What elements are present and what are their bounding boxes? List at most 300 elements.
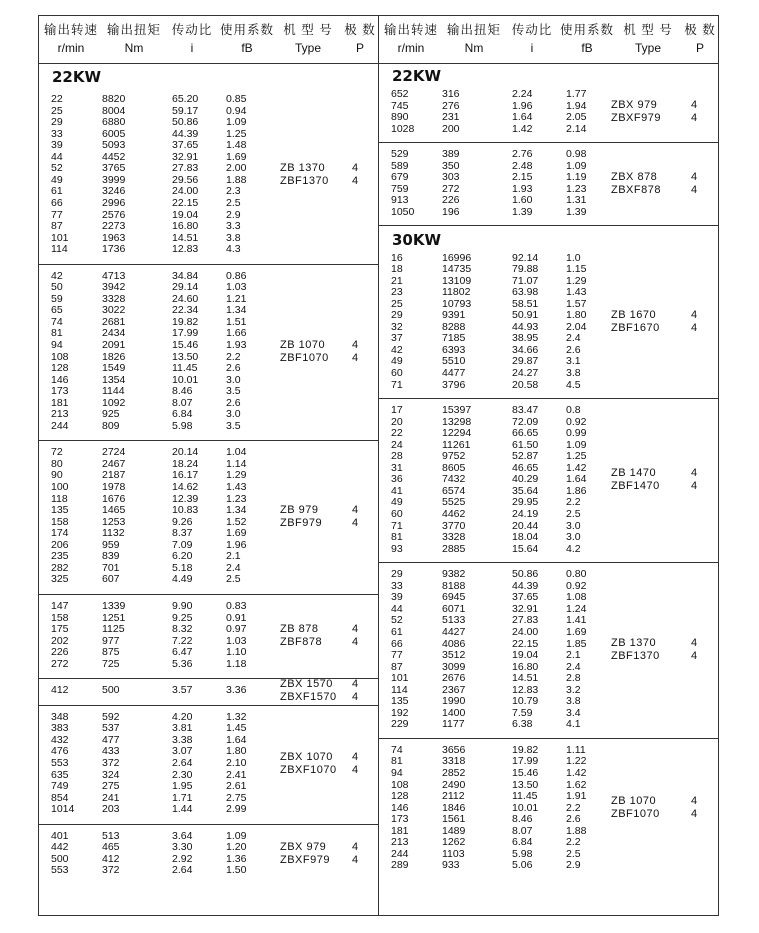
table-cell: 10793: [442, 297, 472, 310]
table-cell: 173: [391, 813, 409, 826]
table-cell: 1.09: [566, 438, 587, 451]
table-cell: 350: [442, 159, 460, 172]
table-cell: 20.14: [172, 446, 199, 459]
table-cell: 4.1: [566, 718, 581, 731]
row-group: [39, 441, 378, 595]
table-row: [379, 768, 718, 780]
table-header: [39, 16, 378, 64]
table-cell: 1.64: [226, 733, 247, 746]
table-cell: 412: [102, 852, 120, 865]
table-cell: 92.14: [512, 251, 539, 264]
table-cell: 32.91: [172, 150, 199, 163]
table-row: [39, 244, 378, 256]
table-row: [39, 94, 378, 106]
table-cell: 1.19: [566, 171, 587, 184]
table-cell: 9391: [442, 309, 466, 322]
table-cell: 6071: [442, 602, 466, 615]
table-row: [379, 253, 718, 265]
table-cell: 22.15: [172, 196, 199, 209]
table-cell: 2.61: [226, 780, 247, 793]
header-label: 输出扭矩: [106, 23, 161, 37]
table-cell: 1.29: [226, 469, 247, 482]
table-cell: 42: [51, 269, 63, 282]
table-cell: 1.10: [226, 646, 247, 659]
pole-count: [691, 467, 697, 493]
table-cell: 52: [391, 614, 403, 627]
table-cell: 513: [102, 829, 120, 842]
model-label: ZB 1470: [611, 467, 657, 480]
table-cell: 17.99: [512, 755, 539, 768]
model-label: ZB 1370: [611, 637, 657, 650]
table-row: [39, 482, 378, 494]
table-cell: 2.75: [226, 791, 247, 804]
table-cell: 2.92: [172, 852, 193, 865]
table-row: [379, 756, 718, 768]
table-cell: 81: [391, 531, 403, 544]
table-row: [379, 451, 718, 463]
table-cell: 8288: [442, 320, 466, 333]
table-cell: 33: [391, 579, 403, 592]
table-cell: 19.82: [512, 743, 539, 756]
table-cell: 58.51: [512, 297, 539, 310]
table-cell: 1.09: [226, 829, 247, 842]
table-cell: 49: [391, 496, 403, 509]
table-cell: 24.00: [172, 185, 199, 198]
table-cell: 3.57: [172, 684, 193, 697]
table-cell: 34.84: [172, 269, 199, 282]
table-row: [379, 521, 718, 533]
table-cell: 108: [391, 778, 409, 791]
table-cell: 1.64: [512, 111, 533, 124]
table-cell: 553: [51, 757, 69, 770]
table-cell: 16.80: [512, 660, 539, 673]
table-cell: 2676: [442, 672, 466, 685]
table-row: [39, 659, 378, 671]
table-cell: 749: [51, 780, 69, 793]
table-cell: 2724: [102, 446, 126, 459]
header-cell: [615, 21, 681, 57]
table-row: [379, 486, 718, 498]
table-cell: 6945: [442, 591, 466, 604]
table-row: [39, 305, 378, 317]
table-cell: 118: [51, 492, 68, 505]
table-row: [379, 791, 718, 803]
table-cell: 2.48: [512, 159, 533, 172]
table-cell: 1144: [102, 385, 125, 398]
table-cell: 0.86: [226, 269, 247, 282]
table-cell: 1.11: [566, 743, 586, 756]
table-row: [379, 639, 718, 651]
table-row: [379, 299, 718, 311]
table-cell: 24: [391, 438, 403, 451]
table-cell: 8605: [442, 461, 466, 474]
table-cell: 372: [102, 757, 120, 770]
table-cell: 701: [102, 561, 120, 574]
table-row: [379, 463, 718, 475]
table-cell: 3328: [102, 292, 126, 305]
table-cell: 0.91: [226, 611, 247, 624]
table-cell: 7185: [442, 332, 466, 345]
table-cell: 1561: [442, 813, 466, 826]
table-cell: 7432: [442, 473, 466, 486]
table-cell: 1.29: [566, 274, 587, 287]
table-cell: 272: [51, 657, 69, 670]
pole-label: 4: [352, 516, 359, 529]
table-cell: 401: [51, 829, 69, 842]
table-cell: 3999: [102, 173, 126, 186]
left-column: [38, 15, 378, 916]
table-row: [379, 662, 718, 674]
table-cell: 465: [102, 841, 120, 854]
table-cell: 42: [391, 343, 403, 356]
table-row: [39, 551, 378, 563]
table-cell: 50.91: [512, 309, 539, 322]
table-row: [379, 322, 718, 334]
table-cell: 0.99: [566, 427, 587, 440]
table-cell: 316: [442, 88, 460, 100]
table-row: [379, 581, 718, 593]
table-cell: 1050: [391, 205, 415, 218]
table-cell: 12.39: [172, 492, 199, 505]
table-cell: 3.5: [226, 385, 241, 398]
table-cell: 1.69: [226, 527, 247, 540]
table-row: [39, 601, 378, 613]
table-cell: 372: [102, 864, 120, 877]
table-cell: 607: [102, 573, 120, 586]
table-cell: 37.65: [172, 139, 199, 152]
table-cell: 77: [391, 649, 403, 662]
table-cell: 61: [391, 626, 403, 638]
table-cell: 16.80: [172, 220, 199, 233]
table-cell: 29.95: [512, 496, 539, 509]
table-cell: 1.95: [172, 780, 193, 793]
table-cell: 60: [391, 508, 403, 521]
model-type: [280, 504, 322, 530]
header-label: 极 数: [684, 23, 716, 37]
table-cell: 1.14: [226, 457, 247, 470]
table-cell: 8004: [102, 104, 126, 117]
table-cell: 4.49: [172, 573, 193, 586]
table-row: [39, 317, 378, 329]
table-cell: 29: [391, 568, 403, 581]
table-cell: 16: [391, 251, 403, 264]
table-cell: 2.5: [566, 508, 581, 521]
model-type: [280, 841, 330, 867]
table-row: [379, 509, 718, 521]
table-cell: 3.8: [566, 367, 581, 379]
table-cell: 289: [391, 859, 409, 872]
table-cell: 2.5: [226, 196, 241, 209]
table-cell: 3.0: [566, 531, 581, 544]
table-row: [39, 735, 378, 747]
table-row: [39, 363, 378, 375]
table-cell: 1177: [442, 718, 465, 731]
table-cell: 10.79: [512, 695, 539, 708]
table-row: [39, 375, 378, 387]
table-cell: 87: [391, 660, 403, 673]
table-cell: 9752: [442, 450, 466, 463]
table-cell: 231: [442, 111, 460, 124]
table-row: [39, 636, 378, 648]
table-row: [379, 673, 718, 685]
model-label: ZBX 979: [611, 99, 658, 112]
pole-label: 4: [691, 183, 698, 196]
table-row: [39, 459, 378, 471]
table-cell: 592: [102, 710, 120, 723]
model-type: [611, 637, 660, 663]
table-cell: 1.03: [226, 281, 247, 294]
table-row: [39, 613, 378, 625]
table-cell: 25: [391, 297, 403, 310]
table-cell: 206: [51, 538, 69, 551]
table-cell: 46.65: [512, 461, 539, 474]
table-cell: 2.5: [566, 847, 581, 860]
pole-label: 4: [691, 650, 698, 663]
table-row: [39, 540, 378, 552]
header-cell: [219, 21, 275, 57]
table-cell: 5.18: [172, 561, 193, 574]
table-cell: 1400: [442, 706, 466, 719]
table-row: [379, 826, 718, 838]
table-row: [39, 517, 378, 529]
table-row: [379, 149, 718, 161]
table-cell: 9382: [442, 568, 466, 581]
table-cell: 3.4: [566, 706, 581, 719]
table-cell: 1.91: [566, 790, 587, 803]
table-cell: 66: [51, 196, 63, 209]
table-cell: 9.25: [172, 611, 193, 624]
table-cell: 2.41: [226, 768, 247, 781]
table-cell: 93: [391, 542, 403, 555]
table-cell: 66: [391, 637, 403, 650]
table-cell: 272: [442, 182, 460, 195]
table-cell: 20.44: [512, 519, 539, 532]
table-cell: 476: [51, 745, 69, 758]
table-cell: 1.42: [566, 767, 587, 780]
table-row: [379, 497, 718, 509]
model-label: ZB 1070: [611, 795, 657, 808]
table-cell: 128: [51, 362, 69, 375]
header-cell: [39, 21, 103, 57]
header-label: 极 数: [344, 23, 376, 37]
table-cell: 4427: [442, 626, 466, 638]
header-unit: Type: [634, 41, 661, 55]
row-group: [39, 679, 378, 706]
table-cell: 0.92: [566, 415, 587, 428]
pole-count: [691, 637, 697, 663]
model-label: ZBF1370: [611, 650, 660, 663]
table-cell: 14.62: [172, 481, 199, 494]
table-cell: 235: [51, 550, 69, 563]
model-label: ZBXF979: [280, 853, 330, 866]
table-cell: 135: [391, 695, 409, 708]
table-cell: 22.34: [172, 304, 199, 317]
table-cell: 2.9: [226, 208, 241, 221]
table-cell: 79.88: [512, 263, 539, 276]
table-cell: 2.1: [566, 649, 581, 662]
table-cell: 1.71: [172, 791, 193, 804]
table-row: [379, 207, 718, 219]
table-cell: 13.50: [172, 350, 199, 363]
table-cell: 14.51: [172, 231, 199, 244]
pole-label: 4: [352, 763, 359, 776]
table-cell: 1.20: [226, 841, 247, 854]
table-cell: 101: [51, 231, 69, 244]
table-cell: 1465: [102, 504, 126, 517]
table-cell: 2.24: [512, 88, 533, 100]
table-row: [379, 287, 718, 299]
table-cell: 2.2: [566, 836, 581, 849]
table-cell: 1.88: [566, 824, 587, 837]
table-cell: 8.07: [512, 824, 533, 837]
row-group: [379, 399, 718, 563]
table-cell: 8.46: [172, 385, 193, 398]
table-cell: 1.69: [566, 626, 587, 638]
table-cell: 3.0: [226, 373, 241, 386]
table-cell: 4.20: [172, 710, 193, 723]
table-cell: 196: [442, 205, 460, 218]
table-cell: 6.20: [172, 550, 193, 563]
table-cell: 1.93: [226, 338, 247, 351]
table-cell: 3.64: [172, 829, 193, 842]
pole-label: 4: [691, 99, 698, 112]
table-cell: 5.98: [512, 847, 533, 860]
table-cell: 3.81: [172, 722, 193, 735]
table-cell: 10.01: [512, 801, 539, 814]
table-cell: 35.64: [512, 484, 539, 497]
pole-label: 4: [691, 637, 698, 650]
table-cell: 81: [391, 755, 403, 768]
table-row: [379, 627, 718, 639]
table-cell: 2.64: [172, 864, 193, 877]
table-cell: 589: [391, 159, 409, 172]
table-row: [39, 723, 378, 735]
table-cell: 324: [102, 768, 120, 781]
header-unit: fB: [241, 41, 253, 55]
table-cell: 500: [102, 684, 120, 697]
pole-count: [691, 99, 697, 125]
table-cell: 2.2: [566, 801, 581, 814]
table-cell: 71: [391, 378, 403, 391]
pole-count: [352, 841, 358, 867]
table-row: [379, 837, 718, 849]
table-cell: 52.87: [512, 450, 539, 463]
model-label: ZBXF979: [611, 112, 661, 125]
table-cell: 31: [391, 461, 403, 474]
table-cell: 1.09: [226, 116, 247, 129]
model-label: ZBXF878: [611, 183, 661, 196]
table-cell: 20: [391, 415, 403, 428]
table-cell: 1846: [442, 801, 466, 814]
table-cell: 44: [391, 602, 403, 615]
table-cell: 1826: [102, 350, 126, 363]
header-cell: [379, 21, 443, 57]
table-row: [379, 368, 718, 380]
table-cell: 1.42: [512, 122, 533, 135]
table-row: [379, 592, 718, 604]
table-cell: 1.04: [226, 446, 247, 459]
table-cell: 1.43: [566, 286, 587, 299]
table-cell: 2.6: [566, 343, 581, 356]
table-cell: 63.98: [512, 286, 539, 299]
table-cell: 432: [51, 733, 69, 746]
pole-label: 4: [352, 161, 359, 174]
table-cell: 2367: [442, 683, 466, 696]
table-row: [379, 112, 718, 124]
table-row: [39, 294, 378, 306]
table-cell: 2490: [442, 778, 466, 791]
table-row: [39, 140, 378, 152]
table-cell: 1990: [442, 695, 466, 708]
table-row: [39, 447, 378, 459]
table-cell: 890: [391, 111, 409, 124]
table-cell: 2.76: [512, 148, 533, 161]
table-row: [39, 505, 378, 517]
table-cell: 24.60: [172, 292, 199, 305]
table-cell: 10.83: [172, 504, 199, 517]
table-cell: 1.66: [226, 327, 247, 340]
table-cell: 71: [391, 519, 403, 532]
table-cell: 5.06: [512, 859, 533, 872]
table-cell: 229: [391, 718, 409, 731]
table-cell: 2885: [442, 542, 466, 555]
table-cell: 2681: [102, 315, 126, 328]
table-cell: 1.86: [566, 484, 587, 497]
table-cell: 1.44: [172, 803, 193, 816]
table-row: [39, 470, 378, 482]
table-cell: 3.3: [226, 220, 241, 233]
table-cell: 87: [51, 220, 63, 233]
table-cell: 913: [391, 194, 409, 207]
table-cell: 25: [51, 104, 63, 117]
row-group: [39, 265, 378, 442]
row-group: [379, 227, 718, 400]
model-label: ZB 1070: [280, 338, 326, 351]
table-cell: 32: [391, 320, 403, 333]
model-label: ZBX 1070: [280, 750, 333, 763]
table-cell: 4713: [102, 269, 126, 282]
table-row: [39, 804, 378, 816]
table-cell: 181: [51, 396, 69, 409]
table-header: [379, 16, 718, 64]
table-cell: 19.04: [172, 208, 199, 221]
table-cell: 41: [391, 484, 403, 497]
table-row: [379, 161, 718, 173]
header-unit: fB: [581, 41, 593, 55]
table-cell: 2467: [102, 457, 126, 470]
section-title: 22KW: [52, 68, 102, 86]
table-cell: 18.24: [172, 457, 199, 470]
table-cell: 2.2: [566, 496, 581, 509]
model-label: ZBXF1070: [280, 763, 337, 776]
pole-count: [691, 795, 697, 821]
row-group: [39, 595, 378, 679]
pole-count: [352, 339, 358, 365]
table-cell: 1.21: [226, 292, 247, 305]
table-cell: 1.62: [566, 778, 587, 791]
table-row: [39, 198, 378, 210]
table-cell: 0.85: [226, 93, 247, 105]
table-row: [39, 186, 378, 198]
table-cell: 2852: [442, 767, 466, 780]
table-cell: 477: [102, 733, 120, 746]
table-row: [379, 544, 718, 556]
table-cell: 9.90: [172, 600, 193, 612]
table-row: [379, 276, 718, 288]
table-cell: 2.4: [566, 660, 581, 673]
table-cell: 74: [391, 743, 403, 756]
table-cell: 0.80: [566, 568, 587, 581]
